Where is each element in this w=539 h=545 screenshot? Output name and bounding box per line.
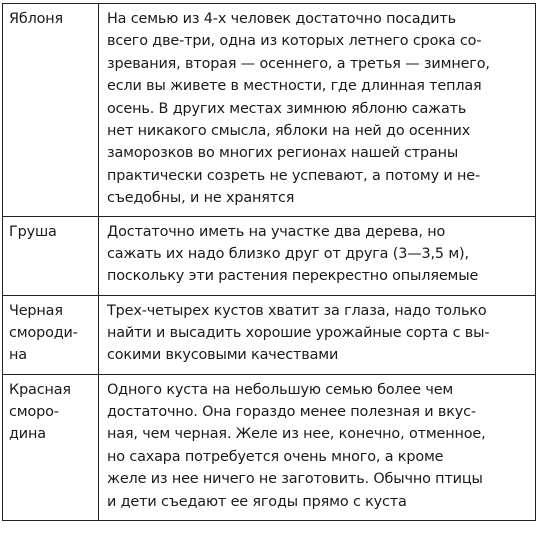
plant-name-line: дина: [9, 426, 46, 443]
description-line: найти и высадить хорошие урожайные сорта с вы-: [107, 325, 490, 342]
description-line: Достаточно иметь на участке два дерева, но: [107, 223, 446, 240]
plant-name-cell: [3, 216, 99, 295]
description-line: нет никакого смысла, яблоки на ней до осенних: [107, 123, 471, 140]
description-line: поскольку эти растения перекрестно опыляемые: [107, 268, 479, 285]
plant-name-cell: [3, 374, 99, 520]
plant-name-line: Красная: [9, 381, 71, 398]
plant-name-line: Черная: [9, 302, 63, 319]
plant-description-cell: [99, 374, 536, 520]
plant-description-cell: [99, 4, 536, 217]
plant-name-line: сморо-: [9, 404, 59, 421]
plant-description-cell: [99, 295, 536, 374]
description-line: заморозков во многих регионах нашей страны: [107, 145, 459, 162]
description-line: но сахара потребуется очень много, а кроме: [107, 448, 444, 465]
plant-name-line: смороди-: [9, 325, 78, 342]
description-line: ная, чем черная. Желе из нее, конечно, отменное,: [107, 426, 486, 443]
plant-name-line: Груша: [9, 223, 57, 240]
description-line: осень. В других местах зимнюю яблоню сажать: [107, 100, 467, 117]
description-line: практически созреть не успевают, а потому и не-: [107, 167, 481, 184]
table-row: [3, 4, 536, 217]
description-line: сажать их надо близко друг от друга (3—3,5 м),: [107, 246, 469, 263]
description-line: Одного куста на небольшую семью более чем: [107, 381, 454, 398]
plant-name-cell: [3, 295, 99, 374]
description-line: если вы живете в местности, где длинная теплая: [107, 78, 482, 95]
plants-table: [2, 3, 536, 521]
description-line: достаточно. Она гораздо менее полезная и вкус-: [107, 404, 476, 421]
plant-name-line: на: [9, 347, 27, 364]
description-line: На семью из 4-х человек достаточно посадить: [107, 11, 456, 27]
plant-name-cell: [3, 4, 99, 217]
plant-name-line: Яблоня: [9, 11, 64, 27]
table-row: [3, 295, 536, 374]
description-line: сокими вкусовыми качествами: [107, 347, 339, 364]
plant-description-cell: [99, 216, 536, 295]
description-line: всего две-три, одна из которых летнего срока со-: [107, 33, 482, 50]
table-row: [3, 216, 536, 295]
description-line: Трех-четырех кустов хватит за глаза, надо только: [107, 302, 487, 319]
description-line: зревания, вторая — осеннего, а третья — зимнего,: [107, 55, 490, 72]
description-line: и дети съедают ее ягоды прямо с куста: [107, 493, 407, 510]
description-line: съедобны, и не хранятся: [107, 190, 295, 207]
description-line: желе из нее ничего не заготовить. Обычно птицы: [107, 471, 483, 488]
table-row: [3, 374, 536, 520]
